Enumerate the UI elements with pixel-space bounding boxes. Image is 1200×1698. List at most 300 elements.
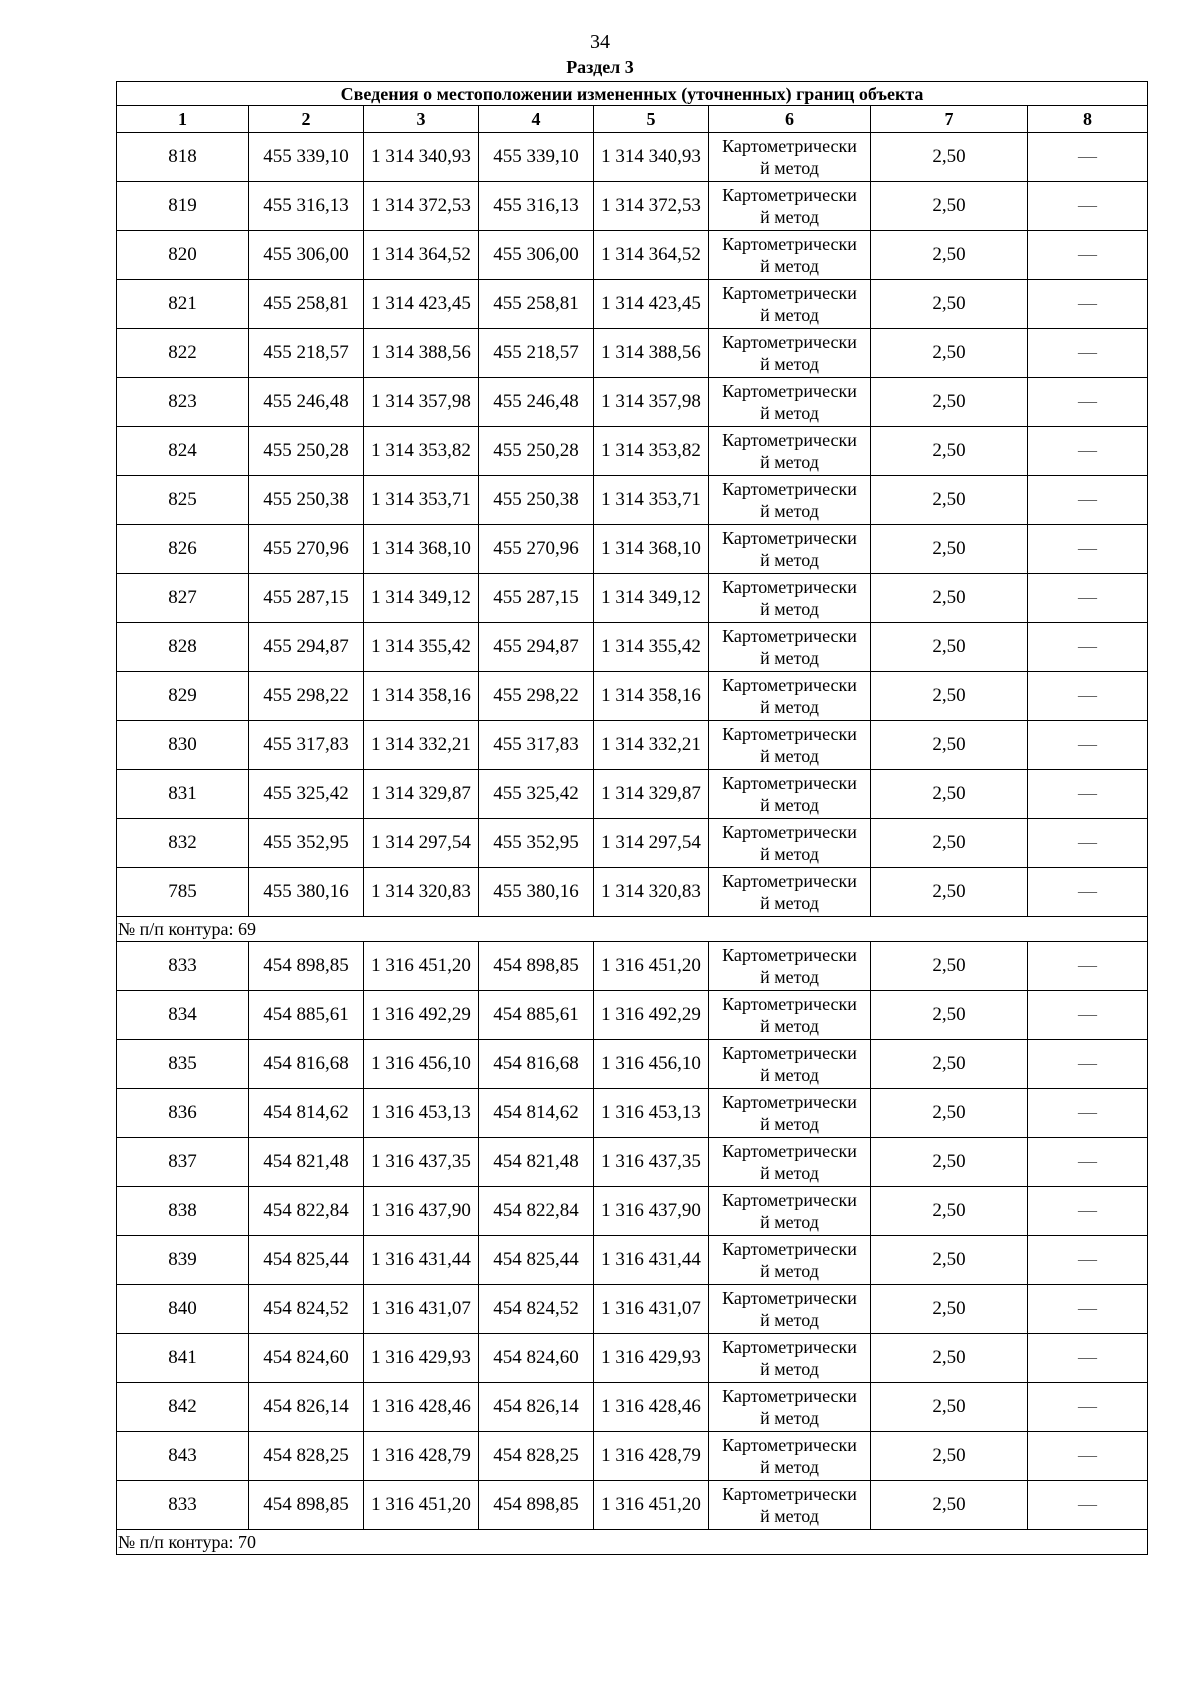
method-text: й метод (760, 1359, 819, 1379)
y-refined: 1 314 320,83 (594, 868, 709, 917)
table-row (117, 942, 1148, 991)
y-existing: 1 316 451,20 (364, 1481, 479, 1530)
method-cell (709, 1236, 871, 1285)
method-text: й метод (760, 967, 819, 987)
point-number: 830 (117, 721, 249, 770)
x-existing: 454 898,85 (249, 1481, 364, 1530)
method-text: й метод (760, 305, 819, 325)
column-number: 6 (709, 106, 871, 133)
precision: 2,50 (871, 525, 1028, 574)
description-empty: — (1028, 868, 1148, 917)
x-refined: 455 250,38 (479, 476, 594, 525)
x-existing: 455 218,57 (249, 329, 364, 378)
y-existing: 1 314 358,16 (364, 672, 479, 721)
point-number: 823 (117, 378, 249, 427)
precision: 2,50 (871, 991, 1028, 1040)
point-number: 839 (117, 1236, 249, 1285)
method-text: Картометрически (722, 1043, 857, 1063)
method-text: Картометрически (722, 479, 857, 499)
method-text: Картометрически (722, 626, 857, 646)
x-refined: 455 246,48 (479, 378, 594, 427)
description-empty: — (1028, 1040, 1148, 1089)
method-text: й метод (760, 207, 819, 227)
y-existing: 1 316 451,20 (364, 942, 479, 991)
x-refined: 455 287,15 (479, 574, 594, 623)
table-row (117, 329, 1148, 378)
method-cell (709, 1089, 871, 1138)
method-text: Картометрически (722, 1092, 857, 1112)
y-refined: 1 316 453,13 (594, 1089, 709, 1138)
method-text: й метод (760, 1261, 819, 1281)
method-text: Картометрически (722, 234, 857, 254)
precision: 2,50 (871, 329, 1028, 378)
y-existing: 1 314 357,98 (364, 378, 479, 427)
precision: 2,50 (871, 378, 1028, 427)
x-existing: 454 816,68 (249, 1040, 364, 1089)
precision: 2,50 (871, 1481, 1028, 1530)
y-refined: 1 314 297,54 (594, 819, 709, 868)
method-text: й метод (760, 452, 819, 472)
description-empty: — (1028, 991, 1148, 1040)
point-number: 821 (117, 280, 249, 329)
description-empty: — (1028, 770, 1148, 819)
description-empty: — (1028, 574, 1148, 623)
method-text: Картометрически (722, 871, 857, 891)
method-text: й метод (760, 746, 819, 766)
precision: 2,50 (871, 819, 1028, 868)
table-body (117, 133, 1148, 1555)
precision: 2,50 (871, 476, 1028, 525)
y-existing: 1 316 437,35 (364, 1138, 479, 1187)
x-existing: 455 258,81 (249, 280, 364, 329)
x-refined: 454 822,84 (479, 1187, 594, 1236)
method-cell (709, 770, 871, 819)
method-text: й метод (760, 1016, 819, 1036)
column-number-row (117, 106, 1148, 133)
x-refined: 455 325,42 (479, 770, 594, 819)
method-text: й метод (760, 501, 819, 521)
table-row (117, 1432, 1148, 1481)
x-refined: 455 380,16 (479, 868, 594, 917)
x-existing: 455 294,87 (249, 623, 364, 672)
description-empty: — (1028, 182, 1148, 231)
method-cell (709, 1040, 871, 1089)
y-existing: 1 316 431,07 (364, 1285, 479, 1334)
method-text: Картометрически (722, 1239, 857, 1259)
x-existing: 455 339,10 (249, 133, 364, 182)
method-text: Картометрически (722, 283, 857, 303)
y-existing: 1 316 456,10 (364, 1040, 479, 1089)
method-cell (709, 378, 871, 427)
x-existing: 454 821,48 (249, 1138, 364, 1187)
x-refined: 455 298,22 (479, 672, 594, 721)
x-refined: 454 885,61 (479, 991, 594, 1040)
precision: 2,50 (871, 721, 1028, 770)
table-row (117, 1138, 1148, 1187)
table-row (117, 1334, 1148, 1383)
x-refined: 454 825,44 (479, 1236, 594, 1285)
precision: 2,50 (871, 1236, 1028, 1285)
description-empty: — (1028, 1383, 1148, 1432)
x-existing: 455 298,22 (249, 672, 364, 721)
method-cell (709, 991, 871, 1040)
point-number: 838 (117, 1187, 249, 1236)
y-refined: 1 316 492,29 (594, 991, 709, 1040)
point-number: 820 (117, 231, 249, 280)
point-number: 840 (117, 1285, 249, 1334)
method-text: Картометрически (722, 185, 857, 205)
x-refined: 454 828,25 (479, 1432, 594, 1481)
method-cell (709, 672, 871, 721)
y-existing: 1 316 453,13 (364, 1089, 479, 1138)
description-empty: — (1028, 231, 1148, 280)
description-empty: — (1028, 1285, 1148, 1334)
y-refined: 1 314 423,45 (594, 280, 709, 329)
y-existing: 1 314 329,87 (364, 770, 479, 819)
method-cell (709, 133, 871, 182)
x-existing: 454 898,85 (249, 942, 364, 991)
method-text: Картометрически (722, 994, 857, 1014)
precision: 2,50 (871, 280, 1028, 329)
table-row (117, 623, 1148, 672)
method-cell (709, 1138, 871, 1187)
x-refined: 455 294,87 (479, 623, 594, 672)
point-number: 833 (117, 1481, 249, 1530)
method-text: й метод (760, 403, 819, 423)
column-number: 5 (594, 106, 709, 133)
description-empty: — (1028, 378, 1148, 427)
method-text: й метод (760, 1457, 819, 1477)
method-text: Картометрически (722, 332, 857, 352)
x-existing: 454 814,62 (249, 1089, 364, 1138)
y-refined: 1 314 340,93 (594, 133, 709, 182)
table-row (117, 868, 1148, 917)
table-row (117, 819, 1148, 868)
point-number: 843 (117, 1432, 249, 1481)
precision: 2,50 (871, 231, 1028, 280)
table-row (117, 1481, 1148, 1530)
x-existing: 455 306,00 (249, 231, 364, 280)
x-existing: 454 822,84 (249, 1187, 364, 1236)
point-number: 824 (117, 427, 249, 476)
description-empty: — (1028, 329, 1148, 378)
point-number: 825 (117, 476, 249, 525)
method-text: й метод (760, 1506, 819, 1526)
y-existing: 1 314 355,42 (364, 623, 479, 672)
precision: 2,50 (871, 1432, 1028, 1481)
y-existing: 1 316 437,90 (364, 1187, 479, 1236)
y-refined: 1 314 349,12 (594, 574, 709, 623)
method-text: й метод (760, 648, 819, 668)
y-existing: 1 316 428,46 (364, 1383, 479, 1432)
point-number: 819 (117, 182, 249, 231)
x-existing: 454 828,25 (249, 1432, 364, 1481)
y-existing: 1 314 340,93 (364, 133, 479, 182)
y-refined: 1 316 451,20 (594, 1481, 709, 1530)
description-empty: — (1028, 1236, 1148, 1285)
y-existing: 1 314 423,45 (364, 280, 479, 329)
y-existing: 1 314 332,21 (364, 721, 479, 770)
point-number: 837 (117, 1138, 249, 1187)
precision: 2,50 (871, 1040, 1028, 1089)
y-existing: 1 314 364,52 (364, 231, 479, 280)
x-refined: 454 898,85 (479, 1481, 594, 1530)
precision: 2,50 (871, 1334, 1028, 1383)
description-empty: — (1028, 1187, 1148, 1236)
contour-label: № п/п контура: 69 (117, 917, 1148, 942)
method-text: Картометрически (722, 381, 857, 401)
table-row (117, 1089, 1148, 1138)
description-empty: — (1028, 1334, 1148, 1383)
method-text: й метод (760, 354, 819, 374)
method-cell (709, 1481, 871, 1530)
table-row (117, 182, 1148, 231)
point-number: 836 (117, 1089, 249, 1138)
method-cell (709, 329, 871, 378)
x-existing: 454 824,52 (249, 1285, 364, 1334)
point-number: 785 (117, 868, 249, 917)
method-text: Картометрически (722, 1386, 857, 1406)
y-refined: 1 316 456,10 (594, 1040, 709, 1089)
x-refined: 454 824,60 (479, 1334, 594, 1383)
point-number: 827 (117, 574, 249, 623)
point-number: 835 (117, 1040, 249, 1089)
x-refined: 455 317,83 (479, 721, 594, 770)
description-empty: — (1028, 1089, 1148, 1138)
x-refined: 455 258,81 (479, 280, 594, 329)
y-refined: 1 314 332,21 (594, 721, 709, 770)
x-refined: 455 339,10 (479, 133, 594, 182)
method-text: й метод (760, 599, 819, 619)
description-empty: — (1028, 819, 1148, 868)
method-text: й метод (760, 1114, 819, 1134)
point-number: 834 (117, 991, 249, 1040)
point-number: 833 (117, 942, 249, 991)
y-existing: 1 314 368,10 (364, 525, 479, 574)
x-refined: 455 250,28 (479, 427, 594, 476)
description-empty: — (1028, 623, 1148, 672)
method-text: й метод (760, 697, 819, 717)
x-existing: 455 352,95 (249, 819, 364, 868)
method-cell (709, 1432, 871, 1481)
column-number: 1 (117, 106, 249, 133)
point-number: 829 (117, 672, 249, 721)
y-existing: 1 314 388,56 (364, 329, 479, 378)
x-refined: 455 270,96 (479, 525, 594, 574)
y-refined: 1 316 429,93 (594, 1334, 709, 1383)
method-text: Картометрически (722, 1288, 857, 1308)
point-number: 832 (117, 819, 249, 868)
x-existing: 455 287,15 (249, 574, 364, 623)
point-number: 842 (117, 1383, 249, 1432)
y-existing: 1 316 429,93 (364, 1334, 479, 1383)
precision: 2,50 (871, 623, 1028, 672)
method-cell (709, 623, 871, 672)
method-text: Картометрически (722, 773, 857, 793)
method-text: Картометрически (722, 430, 857, 450)
precision: 2,50 (871, 1138, 1028, 1187)
y-refined: 1 314 368,10 (594, 525, 709, 574)
contour-row (117, 1530, 1148, 1555)
y-refined: 1 314 353,82 (594, 427, 709, 476)
y-refined: 1 316 437,90 (594, 1187, 709, 1236)
y-existing: 1 314 297,54 (364, 819, 479, 868)
method-text: й метод (760, 1310, 819, 1330)
page-number: 34 (590, 31, 610, 53)
x-refined: 454 821,48 (479, 1138, 594, 1187)
description-empty: — (1028, 525, 1148, 574)
method-text: Картометрически (722, 724, 857, 744)
precision: 2,50 (871, 942, 1028, 991)
table-row (117, 525, 1148, 574)
y-existing: 1 314 320,83 (364, 868, 479, 917)
method-cell (709, 574, 871, 623)
method-text: Картометрически (722, 822, 857, 842)
column-number: 8 (1028, 106, 1148, 133)
coordinates-table (116, 81, 1148, 1555)
table-row (117, 1187, 1148, 1236)
precision: 2,50 (871, 1285, 1028, 1334)
description-empty: — (1028, 427, 1148, 476)
table-caption: Сведения о местоположении измененных (уточненных) границ объекта (117, 82, 1148, 106)
method-cell (709, 231, 871, 280)
y-existing: 1 314 353,82 (364, 427, 479, 476)
y-existing: 1 314 349,12 (364, 574, 479, 623)
method-text: Картометрически (722, 528, 857, 548)
y-existing: 1 314 353,71 (364, 476, 479, 525)
x-refined: 455 316,13 (479, 182, 594, 231)
x-existing: 455 250,28 (249, 427, 364, 476)
precision: 2,50 (871, 1383, 1028, 1432)
precision: 2,50 (871, 574, 1028, 623)
x-refined: 454 824,52 (479, 1285, 594, 1334)
y-existing: 1 316 428,79 (364, 1432, 479, 1481)
description-empty: — (1028, 280, 1148, 329)
method-text: Картометрически (722, 136, 857, 156)
method-text: Картометрически (722, 1337, 857, 1357)
method-text: й метод (760, 256, 819, 276)
x-existing: 455 316,13 (249, 182, 364, 231)
method-text: й метод (760, 158, 819, 178)
y-refined: 1 314 364,52 (594, 231, 709, 280)
x-existing: 455 250,38 (249, 476, 364, 525)
precision: 2,50 (871, 868, 1028, 917)
x-existing: 454 826,14 (249, 1383, 364, 1432)
x-refined: 455 306,00 (479, 231, 594, 280)
method-cell (709, 1334, 871, 1383)
x-refined: 455 352,95 (479, 819, 594, 868)
table-row (117, 672, 1148, 721)
method-text: й метод (760, 844, 819, 864)
table-row (117, 378, 1148, 427)
method-text: й метод (760, 1163, 819, 1183)
description-empty: — (1028, 721, 1148, 770)
table-row (117, 476, 1148, 525)
table-row (117, 427, 1148, 476)
precision: 2,50 (871, 427, 1028, 476)
x-refined: 454 816,68 (479, 1040, 594, 1089)
method-text: й метод (760, 795, 819, 815)
method-cell (709, 525, 871, 574)
method-cell (709, 1285, 871, 1334)
precision: 2,50 (871, 1089, 1028, 1138)
method-cell (709, 427, 871, 476)
point-number: 831 (117, 770, 249, 819)
method-cell (709, 942, 871, 991)
method-cell (709, 1187, 871, 1236)
x-existing: 454 825,44 (249, 1236, 364, 1285)
x-existing: 454 885,61 (249, 991, 364, 1040)
table-row (117, 231, 1148, 280)
y-existing: 1 314 372,53 (364, 182, 479, 231)
method-cell (709, 868, 871, 917)
point-number: 828 (117, 623, 249, 672)
y-refined: 1 316 437,35 (594, 1138, 709, 1187)
point-number: 841 (117, 1334, 249, 1383)
x-refined: 454 814,62 (479, 1089, 594, 1138)
contour-row (117, 917, 1148, 942)
x-refined: 454 826,14 (479, 1383, 594, 1432)
y-refined: 1 314 355,42 (594, 623, 709, 672)
table-row (117, 1236, 1148, 1285)
description-empty: — (1028, 672, 1148, 721)
table-row (117, 1383, 1148, 1432)
y-refined: 1 314 388,56 (594, 329, 709, 378)
y-refined: 1 316 428,79 (594, 1432, 709, 1481)
method-text: й метод (760, 1408, 819, 1428)
method-text: Картометрически (722, 1484, 857, 1504)
description-empty: — (1028, 1481, 1148, 1530)
method-cell (709, 721, 871, 770)
x-refined: 454 898,85 (479, 942, 594, 991)
precision: 2,50 (871, 1187, 1028, 1236)
table-row (117, 721, 1148, 770)
method-text: Картометрически (722, 577, 857, 597)
precision: 2,50 (871, 133, 1028, 182)
x-existing: 454 824,60 (249, 1334, 364, 1383)
x-existing: 455 380,16 (249, 868, 364, 917)
point-number: 826 (117, 525, 249, 574)
x-existing: 455 317,83 (249, 721, 364, 770)
precision: 2,50 (871, 770, 1028, 819)
y-refined: 1 314 358,16 (594, 672, 709, 721)
description-empty: — (1028, 1432, 1148, 1481)
precision: 2,50 (871, 672, 1028, 721)
table-row (117, 280, 1148, 329)
contour-label: № п/п контура: 70 (117, 1530, 1148, 1555)
table-row (117, 574, 1148, 623)
method-cell (709, 476, 871, 525)
method-cell (709, 280, 871, 329)
x-existing: 455 246,48 (249, 378, 364, 427)
y-refined: 1 316 431,44 (594, 1236, 709, 1285)
description-empty: — (1028, 942, 1148, 991)
method-text: й метод (760, 893, 819, 913)
description-empty: — (1028, 133, 1148, 182)
method-cell (709, 182, 871, 231)
method-text: й метод (760, 550, 819, 570)
method-cell (709, 1383, 871, 1432)
method-text: Картометрически (722, 1141, 857, 1161)
description-empty: — (1028, 476, 1148, 525)
method-text: й метод (760, 1065, 819, 1085)
y-existing: 1 316 431,44 (364, 1236, 479, 1285)
table-row (117, 770, 1148, 819)
column-number: 3 (364, 106, 479, 133)
x-existing: 455 325,42 (249, 770, 364, 819)
y-refined: 1 316 451,20 (594, 942, 709, 991)
method-text: Картометрически (722, 1435, 857, 1455)
